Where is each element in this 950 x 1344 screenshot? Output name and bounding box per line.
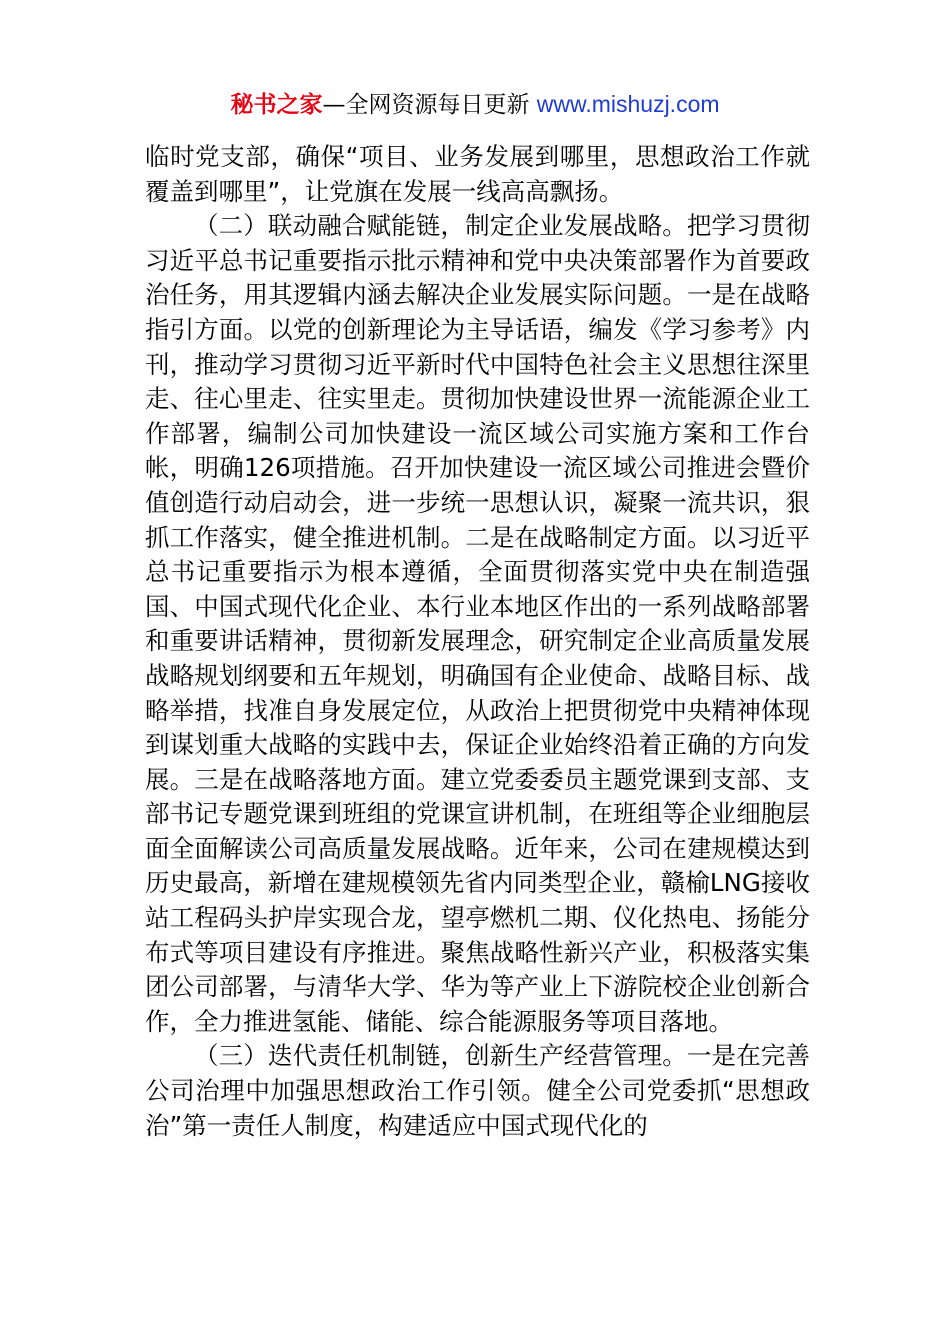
- header-slogan: —全网资源每日更新: [322, 92, 530, 118]
- paragraph-section-3: （三）迭代责任机制链，创新生产经营管理。一是在完善公司治理中加强思想政治工作引领。健全公司党委抓“思想政治”第一责任人制度，构建适应中国式现代化的: [145, 1041, 810, 1140]
- paragraph-section-2: （二）联动融合赋能链，制定企业发展战略。把学习贯彻习近平总书记重要指示批示精神和党中央决策部署作为首要政治任务，用其逻辑内涵去解决企业发展实际问题。一是在战略指引方面。以党的创新理论为主导话语，编发《学习参考》内刊，推动学习贯彻习近平新时代中国特色社会主义思想往深里走、往心里走、往实里走。贯彻加快建设世界一流能源企业工作部署，编制公司加快建设一流区域公司实施方案和工作台帐，明确126项措施。召开加快建设一流区域公司推进会暨价值创造行动启动会，进一步统一思想认识，凝聚一流共识，狠抓工作落实，健全推进机制。二是在战略制定方面。以习近平总书记重要指示为根本遵循，全面贯彻落实党中央在制造强国、中国式现代化企业、本行业本地区作出的一系列战略部署和重要讲话精神，贯彻新发展理念，研究制定企业高质量发展战略规划纲要和五年规划，明确国有企业使命、战略目标、战略举措，找准自身发展定位，从政治上把贯彻党中央精神体现到谋划重大战略的实践中去，保证企业始终沿着正确的方向发展。三是在战略落地方面。建立党委委员主题党课到支部、支部书记专题党课到班组的党课宣讲机制，在班组等企业细胞层面全面解读公司高质量发展战略。近年来，公司在建规模达到历史最高，新增在建规模领先省内同类型企业，赣榆LNG接收站工程码头护岸实现合龙，望亭燃机二期、仪化热电、扬能分布式等项目建设有序推进。聚焦战略性新兴产业，积极落实集团公司部署，与清华大学、华为等产业上下游院校企业创新合作，全力推进氢能、储能、综合能源服务等项目落地。: [145, 211, 810, 1036]
- document-body: [145, 140, 810, 1143]
- brand-name: 秘书之家: [230, 92, 323, 118]
- page-header: [0, 88, 950, 121]
- header-url-link[interactable]: www.mishuzj.com: [536, 91, 720, 117]
- paragraph-continuation: 临时党支部，确保“项目、业务发展到哪里，思想政治工作就覆盖到哪里”，让党旗在发展一线高高飘扬。: [145, 142, 810, 206]
